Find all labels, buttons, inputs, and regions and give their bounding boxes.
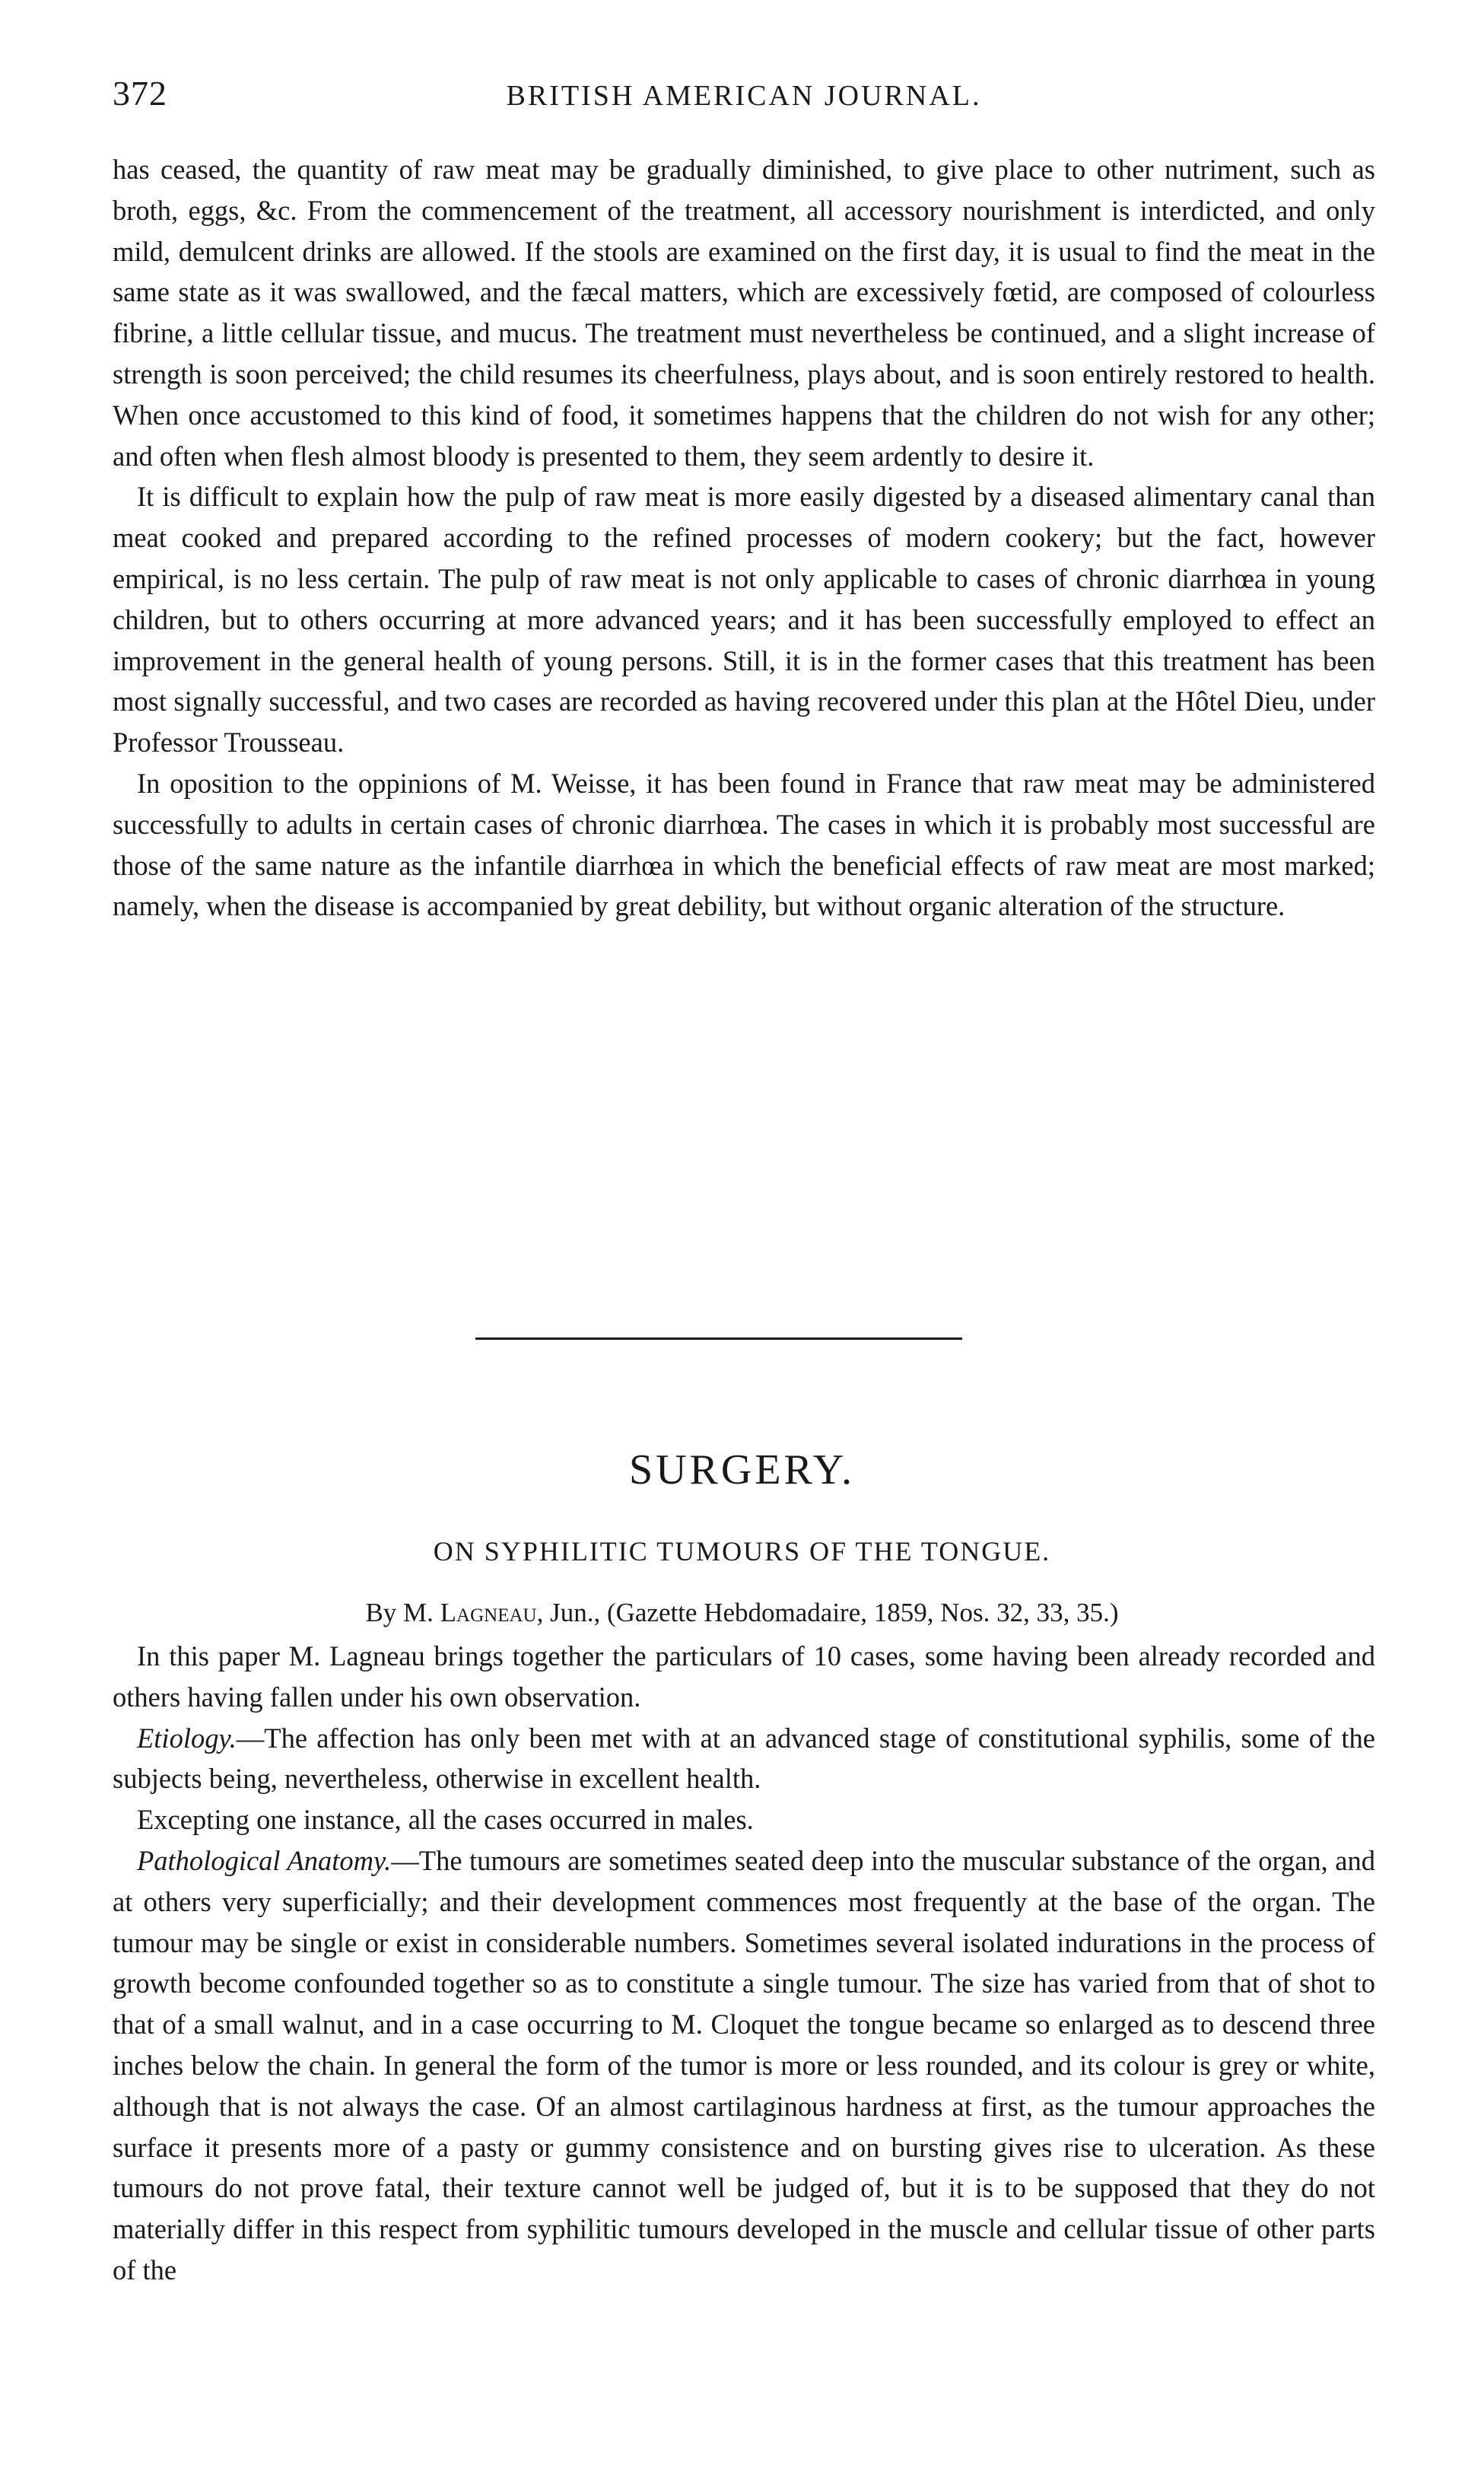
- article-byline: [0, 1598, 1484, 1628]
- page-number: 372: [113, 74, 167, 113]
- page-header: [113, 73, 1375, 126]
- section-title: SURGERY.: [628, 1446, 856, 1493]
- paragraph-etiology: [113, 1718, 1375, 1800]
- running-head: BRITISH AMERICAN JOURNAL.: [506, 80, 982, 112]
- raw-meat-section: [113, 149, 1375, 927]
- paragraph-intro: In this paper M. Lagneau brings together the particulars of 10 cases, some having been already recorded and others having fallen under his own observation.: [113, 1640, 1375, 1713]
- paragraph-pathology: [113, 1840, 1375, 2291]
- paragraph-digestion: It is difficult to explain how the pulp of raw meat is more easily digested by a diseased alimentary canal than meat cooked and prepared according to the refined processes of modern cookery; but the fact, however empirical, is no less certain. The pulp of raw meat is not only applicable to cases of chronic diarrhœa in young children, but to others occurring at more advanced years; and it has been successfully employed to effect an improvement in the general health of young persons. Still, it is in the former cases that this treatment has been most signally successful, and two cases are recorded as having recovered under this plan at the Hôtel Dieu, under Professor Trousseau.: [113, 481, 1375, 759]
- article-title: ON SYPHILITIC TUMOURS OF THE TONGUE.: [433, 1536, 1051, 1567]
- byline-prefix: By M.: [365, 1598, 440, 1627]
- byline-author: Lagneau: [440, 1598, 537, 1627]
- syphilitic-tumours-article: [113, 1636, 1375, 2291]
- byline-source: , Jun., (Gazette Hebdomadaire, 1859, Nos. 32, 33, 35.): [536, 1598, 1119, 1627]
- paragraph-males: Excepting one instance, all the cases occurred in males.: [137, 1804, 754, 1836]
- etiology-label: Etiology.: [137, 1722, 237, 1754]
- section-divider: [475, 1338, 962, 1340]
- etiology-text: —The affection has only been met with at an advanced stage of constitutional syphilis, some of the subjects being, nevertheless, otherwise in excellent health.: [113, 1722, 1375, 1795]
- pathology-text: —The tumours are sometimes seated deep into the muscular substance of the organ, and at others very superficially; and their development commences most frequently at the base of the organ. The tumour may be single or exist in considerable numbers. Sometimes several isolated indurations in the process of growth become confounded together so as to constitute a single tumour. The size has varied from that of shot to that of a small walnut, and in a case occurring to M. Cloquet the tongue became so enlarged as to descend three inches below the chain. In general the form of the tumor is more or less rounded, and its colour is grey or white, although that is not always the case. Of an almost cartilaginous hardness at first, as the tumour approaches the surface it presents more of a pasty or gummy consistence and on bursting gives rise to ulceration. As these tumours do not prove fatal, their texture cannot well be judged of, but it is to be supposed that they do not materially differ in this respect from syphilitic tumours developed in the muscle and cellular tissue of other parts of the: [113, 1844, 1375, 2285]
- paragraph-adults: In oposition to the oppinions of M. Weisse, it has been found in France that raw meat may be administered successfully to adults in certain cases of chronic diarrhœa. The cases in which it is probably most successful are those of the same nature as the infantile diarrhœa in which the beneficial effects of raw meat are most marked; namely, when the disease is accompanied by great debility, but without organic alteration of the structure.: [113, 767, 1375, 922]
- pathology-label: Pathological Anatomy.: [137, 1844, 392, 1876]
- paragraph-continued: has ceased, the quantity of raw meat may be gradually diminished, to give place to other nutriment, such as broth, eggs, &c. From the commencement of the treatment, all accessory nourishment is interdicted, and only mild, demulcent drinks are allowed. If the stools are examined on the first day, it is usual to find the meat in the same state as it was swallowed, and the fæcal matters, which are excessively fœtid, are composed of colourless fibrine, a little cellular tissue, and mucus. The treatment must nevertheless be continued, and a slight increase of strength is soon perceived; the child resumes its cheerfulness, plays about, and is soon entirely restored to health. When once accustomed to this kind of food, it sometimes happens that the children do not wish for any other; and often when flesh almost bloody is presented to them, they seem ardently to desire it.: [113, 154, 1375, 472]
